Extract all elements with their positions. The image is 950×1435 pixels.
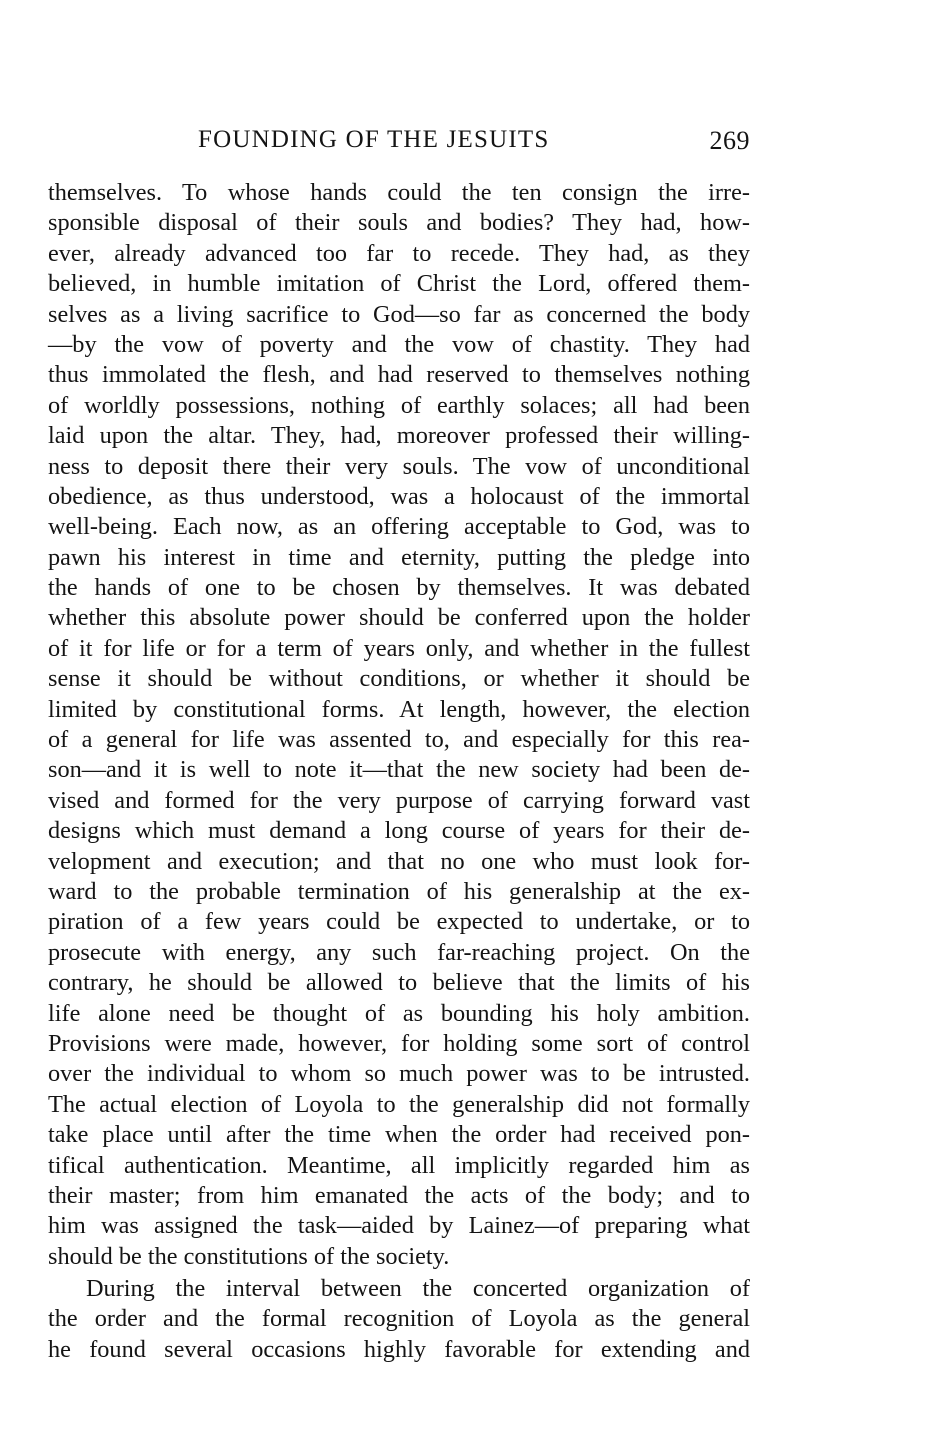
text-line: ward to the probable termination of his generalship at the ex- bbox=[48, 877, 750, 905]
text-line: ness to deposit there their very souls. The vow of unconditional bbox=[48, 452, 750, 480]
text-line: should be the constitutions of the society. bbox=[48, 1242, 450, 1270]
text-line: obedience, as thus understood, was a holocaust of the immortal bbox=[48, 482, 750, 510]
text-line: themselves. To whose hands could the ten consign the irre- bbox=[48, 179, 750, 206]
text-line: limited by constitutional forms. At length, however, the election bbox=[48, 695, 750, 723]
text-line: selves as a living sacrifice to God—so far as concerned the body bbox=[48, 300, 750, 328]
text-line: velopment and execution; and that no one who must look for- bbox=[48, 847, 750, 875]
text-line: of a general for life was assented to, and especially for this rea- bbox=[48, 726, 750, 754]
running-head bbox=[48, 126, 750, 160]
text-line: son—and it is well to note it—that the new society had been de- bbox=[48, 756, 750, 784]
text-line: tifical authentication. Meantime, all implicitly regarded him as bbox=[48, 1151, 750, 1179]
text-line: laid upon the altar. They, had, moreover professed their willing- bbox=[48, 422, 750, 450]
text-line: pawn his interest in time and eternity, putting the pledge into bbox=[48, 543, 750, 571]
text-line: prosecute with energy, any such far-reaching project. On the bbox=[48, 938, 750, 966]
text-line: their master; from him emanated the acts of the body; and to bbox=[48, 1181, 750, 1209]
text-line: well-being. Each now, as an offering acceptable to God, was to bbox=[48, 513, 750, 541]
text-line: life alone need be thought of as bounding his holy ambition. bbox=[48, 999, 750, 1027]
text-line: the order and the formal recognition of Loyola as the general bbox=[48, 1305, 750, 1333]
text-line: vised and formed for the very purpose of carrying forward vast bbox=[48, 786, 750, 814]
text-line: contrary, he should be allowed to believe that the limits of his bbox=[48, 969, 750, 997]
text-line: over the individual to whom so much power was to be intrusted. bbox=[48, 1060, 750, 1088]
text-line: whether this absolute power should be conferred upon the holder bbox=[48, 604, 750, 632]
text-line: During the interval between the concerted organization of bbox=[86, 1275, 750, 1303]
text-line: of worldly possessions, nothing of earthly solaces; all had been bbox=[48, 391, 750, 419]
text-line: designs which must demand a long course of years for their de- bbox=[48, 817, 750, 845]
paragraph-1 bbox=[48, 178, 750, 1272]
text-line: believed, in humble imitation of Christ the Lord, offered them- bbox=[48, 270, 750, 298]
paragraph-2 bbox=[48, 1274, 750, 1365]
text-line: take place until after the time when the order had received pon- bbox=[48, 1121, 750, 1149]
text-line: Provisions were made, however, for holding some sort of control bbox=[48, 1029, 750, 1057]
text-line: piration of a few years could be expected to undertake, or to bbox=[48, 908, 750, 936]
text-line: him was assigned the task—aided by Lainez—of preparing what bbox=[48, 1212, 750, 1240]
text-line: The actual election of Loyola to the generalship did not formally bbox=[48, 1090, 750, 1118]
text-line: the hands of one to be chosen by themselves. It was debated bbox=[48, 574, 750, 602]
page-number: 269 bbox=[709, 126, 750, 155]
text-line: sponsible disposal of their souls and bodies? They had, how- bbox=[48, 209, 750, 237]
body-text bbox=[48, 178, 750, 1365]
text-line: thus immolated the flesh, and had reserved to themselves nothing bbox=[48, 361, 750, 389]
text-line: sense it should be without conditions, or whether it should be bbox=[48, 665, 750, 693]
text-line: ever, already advanced too far to recede. They had, as they bbox=[48, 239, 750, 267]
text-line: of it for life or for a term of years only, and whether in the fullest bbox=[48, 634, 750, 662]
running-title: FOUNDING OF THE JESUITS bbox=[198, 126, 550, 153]
text-line: —by the vow of poverty and the vow of chastity. They had bbox=[48, 330, 750, 358]
text-line: he found several occasions highly favorable for extending and bbox=[48, 1335, 750, 1363]
